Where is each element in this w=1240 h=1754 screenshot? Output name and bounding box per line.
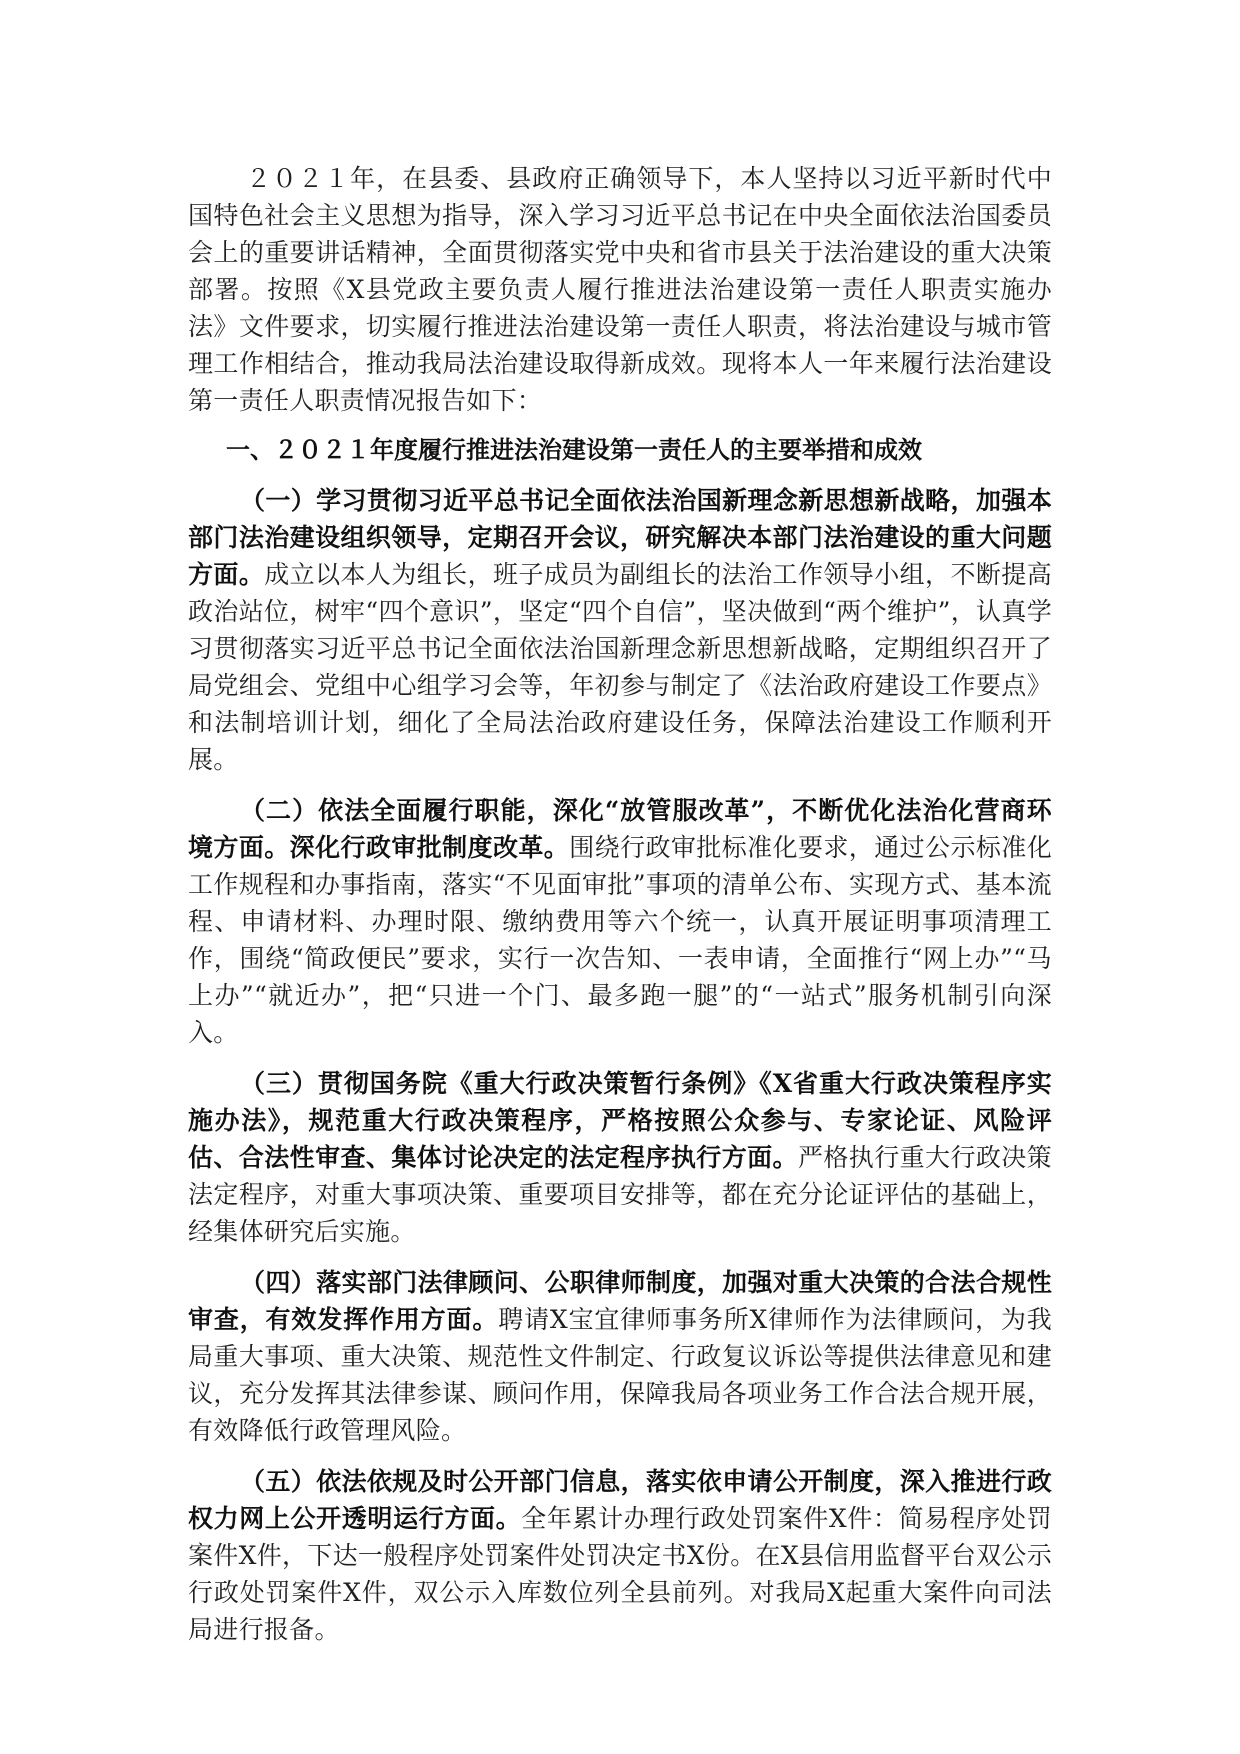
spacer [188, 419, 1052, 431]
item-lead: （一）学习贯彻习近平总书记全面依法治国新理念新思想新战略，加强本部门法治建设组织领导，定期召开会议，研究解决本部门法治建设的重大问题方面。 [188, 486, 1052, 589]
intro-paragraph: ２０２１年，在县委、县政府正确领导下，本人坚持以习近平新时代中国特色社会主义思想为指导，深入学习习近平总书记在中央全面依法治国委员会上的重要讲话精神，全面贯彻落实党中央和省市县关于法治建设的重大决策部署。按照《X县党政主要负责人履行推进法治建设第一责任人职责实施办法》文件要求，切实履行推进法治建设第一责任人职责，将法治建设与城市管理工作相结合，推动我局法治建设取得新成效。现将本人一年来履行法治建设第一责任人职责情况报告如下： [188, 164, 1052, 415]
list-item [188, 1065, 1052, 1250]
item-body: 聘请X宝宜律师事务所X律师作为法律顾问，为我局重大事项、重大决策、规范性文件制定、行政复议诉讼等提供法律意见和建议，充分发挥其法律参谋、顾问作用，保障我局各项业务工作合法合规开展，有效降低行政管理风险。 [188, 1305, 1052, 1445]
item-body: 围绕行政审批标准化要求，通过公示标准化工作规程和办事指南，落实“不见面审批”事项的清单公布、实现方式、基本流程、申请材料、办理时限、缴纳费用等六个统一，认真开展证明事项清理工作，围绕“简政便民”要求，实行一次告知、一表申请，全面推行“网上办”“马上办”“就近办”，把“只进一个门、最多跑一腿”的“一站式”服务机制引向深入。 [188, 833, 1052, 1047]
list-item [188, 1264, 1052, 1449]
item-body: 严格执行重大行政决策法定程序，对重大事项决策、重要项目安排等，都在充分论证评估的基础上，经集体研究后实施。 [188, 1143, 1052, 1246]
document-page [188, 160, 1052, 1648]
item-body: 成立以本人为组长，班子成员为副组长的法治工作领导小组，不断提高政治站位，树牢“四个意识”，坚定“四个自信”，坚决做到“两个维护”，认真学习贯彻落实习近平总书记全面依法治国新理念新思想新战略，定期组织召开了局党组会、党组中心组学习会等，年初参与制定了《法治政府建设工作要点》和法制培训计划，细化了全局法治政府建设任务，保障法治建设工作顺利开展。 [188, 560, 1052, 774]
item-body: 全年累计办理行政处罚案件X件：简易程序处罚案件X件，下达一般程序处罚案件处罚决定书X份。在X县信用监督平台双公示行政处罚案件X件，双公示入库数位列全县前列。对我局X起重大案件向司法局进行报备。 [188, 1504, 1052, 1644]
section-heading: 一、２０２１年度履行推进法治建设第一责任人的主要举措和成效 [226, 435, 922, 464]
list-item [188, 482, 1052, 778]
list-item [188, 792, 1052, 1051]
list-item [188, 1463, 1052, 1648]
item-lead: （二）依法全面履行职能，深化“放管服改革”，不断优化法治化营商环境方面。深化行政审批制度改革。 [188, 796, 1052, 862]
item-lead: （三）贯彻国务院《重大行政决策暂行条例》《X省重大行政决策程序实施办法》，规范重大行政决策程序，严格按照公众参与、专家论证、风险评估、合法性审查、集体讨论决定的法定程序执行方面。 [188, 1069, 1052, 1172]
item-lead: （四）落实部门法律顾问、公职律师制度，加强对重大决策的合法合规性审查，有效发挥作用方面。 [188, 1268, 1052, 1334]
item-lead: （五）依法依规及时公开部门信息，落实依申请公开制度，深入推进行政权力网上公开透明运行方面。 [188, 1467, 1052, 1533]
